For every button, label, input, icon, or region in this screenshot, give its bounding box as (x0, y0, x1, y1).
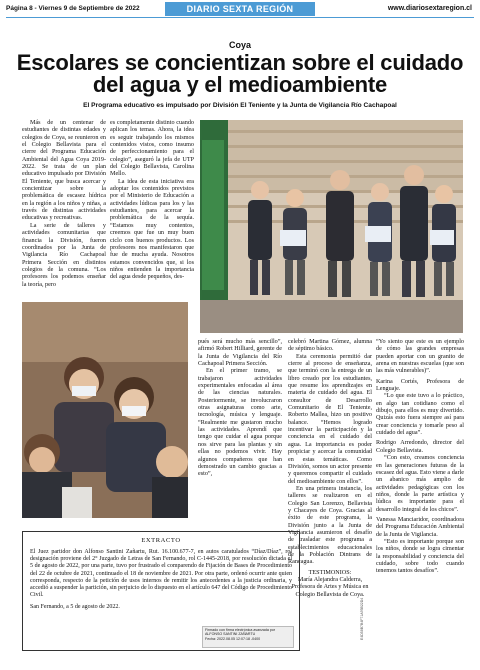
subheadline: El Programa educativo es impulsado por División El Teniente y la Junta de Vigilancia Río Cachapoal (83, 102, 397, 109)
signature-line: ALFONSO SANTINI ZAÑARTU (205, 632, 256, 637)
group-photo-students (200, 120, 463, 333)
article-column-5 (376, 339, 464, 576)
extract-place-date: San Fernando, a 5 de agosto de 2022. (30, 604, 120, 611)
testimonio-quote: “Yo siento que este es un ejemplo de cómo las grandes empresas pueden aportar con un granito de arena en nuestras escuelas (que son las más vulnerables)”. (376, 339, 464, 375)
testimonio-author: Rodrigo Arredondo, director del Colegio Bellavista. (376, 440, 464, 454)
page-date: Página 8 - Viernes 9 de Septiembre de 2022 (6, 5, 140, 12)
paragraph: pués será mucho más sencillo”, afirmó Robert Hilliard, gerente de la Junta de Vigilancia del Río Cachapoal Primera Sección. (198, 339, 282, 368)
signature-line: Firmado con firma electrónica avanzada por (205, 628, 276, 632)
paragraph: La idea de esta iniciativa era adoptar los contenidos previstos por el Ministerio de Educación a actividades lúdicas para los y las estudiantes, para acercar la problemática de la sequía. “Estamos muy contentos, creemos que fue un muy buen ciclo con buenos productos. Los profesores nos manifestaron que fue de mucha ayuda. Nosotros estamos convencidos que, si los niños entienden la importancia del agua desde pequeños, des- (110, 178, 194, 281)
paragraph: En una primera instancia, los talleres se realizaron en el Colegio San Lorenzo, Bellavista y Chacayes de Coya. Gracias al éxito de este programa, la División junto a la Junta de Vigilancia asumieron el desafío de trasladar este programa a establecimientos educacionales de la Población Dintrans de Rancagua. (288, 485, 372, 566)
article-column-1 (22, 120, 106, 289)
testimonio-author: María Alejandra Calderra, Profesora de Artes y Música en Colegio Bellavista de Coya. (291, 577, 369, 598)
testimonio-quote: “Con esto, creamos conciencia en las generaciones futuras de la escasez del agua. Esto viene a darle un abanico más amplio de actividades pedagógicas con los niños, donde la parte artística y lúdica es importante para el desarrollo integral de los chicos”. (376, 455, 464, 513)
article-column-2 (110, 120, 194, 282)
newspaper-name: DIARIO SEXTA REGIÓN (165, 2, 315, 16)
paragraph: La serie de talleres y actividades comunitarias que financia la División, fueron coordinados por la Junta de Vigilancia Río Cachapoal Primera Sección en distintos colegios de la comuna. “Los profesores los podemos enseñar la teoría, pero (22, 222, 106, 288)
paragraph: es completamente distinto cuando aplican los temas. Ahora, la idea es seguir trabajando los mismos contenidos vistos, como insumo de perfeccionamiento para el colegio”, aseguró la jefa de UTP del Colegio Bellavista, Carolina Mello. (110, 120, 194, 178)
electronic-signature (202, 626, 294, 648)
paragraph: Más de un centenar de estudiantes de distintas edades y colegios de Coya, se reunieron en el Colegio Bellavista para el cierre del Programa Educación Ambiental del Agua Coya 2019-2022. Se trata de un plan educativo impulsado por División El Teniente, que busca acercar y concientizar sobre la problemática de escasez hídrica en la región a los niños y niñas, a través de distintas actividades educativas y recreativas. (22, 120, 106, 222)
article-column-3 (198, 339, 282, 479)
header-divider (6, 17, 474, 18)
extract-body: El Juez partidor don Alfonso Santini Zañartu, Rut. 16.100.677-7, en autos caratulados “Díaz/Díaz”, rol designación proviene del 2° Juzgado de Letras de San Fernando, rol C-1445-2018, por resolución dictada el 5 de agosto de 2022, por una parte, tuvo por frustrado el comparendo de Fijación de Bases de Procedimiento del 22 de octubre de 2021, continuado el 18 de noviembre de 2021. Por otra parte, ordenó ocurrir ante quien corresponda, respecto de la petición de usos internos de remitir los antecedentes a la justicia ordinaria, y accedió a suspender la partición, sin perjuicio de lo dispuesto en el artículo 647 del Código de Procedimiento Civil. (30, 549, 292, 599)
testimonios-heading: TESTIMONIOS: (308, 569, 352, 576)
signature-line: Fecha: 2022.08.05 12:07:18 -0400 (205, 636, 261, 641)
paragraph: celebró Martina Gómez, alumna de séptimo básico. (288, 339, 372, 353)
paragraph: Esta ceremonia permitió dar cierre al proceso de enseñanza, que terminó con la entrega de un libro creado por los estudiantes, que resume los aprendizajes en materia de cuidado del agua. El consultor de Desarrollo Comunitario de El Teniente, Roberto Mallea, hizo un positivo balance. “Hemos logrado incentivar la participación y la conciencia en el cuidado del agua. La importancia es poder propiciar y acercar la comunidad en estas temáticas. Como División, somos un actor presente y queremos compartir el cuidado del medioambiente con ellos”. (288, 353, 372, 485)
headline: Escolares se concientizan sobre el cuidado del agua y el medioambiente (16, 50, 464, 97)
testimonio-author: Karina Cortés, Profesora de Lenguaje. (376, 378, 464, 393)
section-label: Coya (228, 40, 251, 50)
testimonio-author: Vanessa Manciaridor, coordinadora del Programa Educación Ambiental de la Junta de Vigilancia. (376, 516, 464, 538)
paragraph: En el primer tramo, se trabajaron actividades experimentales enfocadas al área de las ciencias naturales. Posteriormente, se involucraron otras asignaturas como arte, tecnología, música y lenguaje. “Realmente me gustaron mucho las actividades. Aprendí que tengo que cuidar el agua porque nos sirve para las plantas y sin ellas no podemos vivir. Hay algunos compañeros que han demostrado un cambio gracias a esto”, (198, 368, 282, 478)
website-link[interactable]: www.diariosextaregion.cl (387, 5, 472, 12)
photo-student-girls (22, 302, 188, 518)
extract-title: EXTRACTO (141, 537, 181, 544)
signature-code: E4D58B7B4F71A95B22D4 (360, 597, 364, 640)
testimonio-quote: “Esto es importante porque son los niños, donde se logra cimentar la responsabilidad y conciencia del cuidado, sobre todo cuando tenemos tantos desafíos”. (376, 538, 464, 575)
testimonio-quote: “Lo que este tuvo a lo práctico, en algo tan cotidiano como el dibujo, para ellos es muy divertido. Quizás esto fuera siempre así para crear conciencia y tomarle peso al cuidado del agua”. (376, 393, 464, 437)
